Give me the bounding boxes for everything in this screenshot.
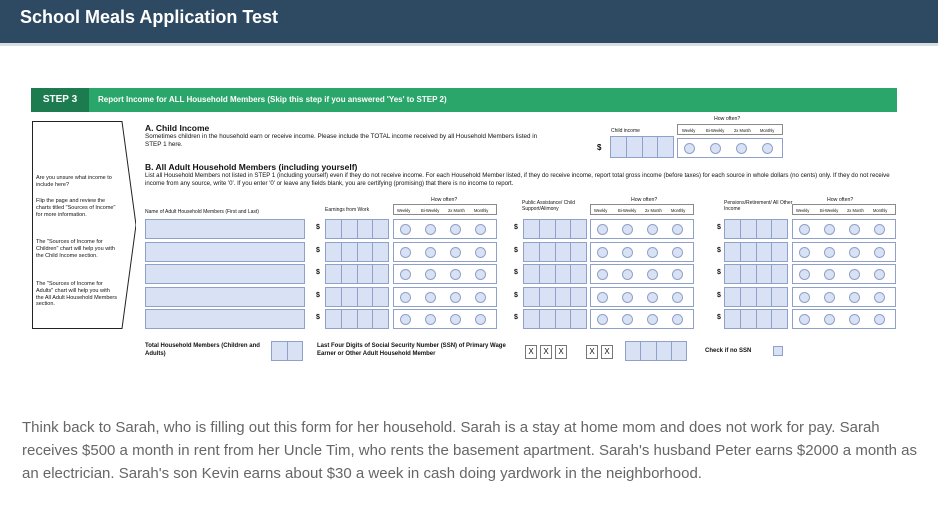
earnings-monthly-radio[interactable]: [475, 247, 486, 258]
pensions-amount-field[interactable]: [724, 264, 788, 284]
earnings-2xmonth-radio[interactable]: [450, 269, 461, 280]
dollar-sign: $: [514, 291, 518, 299]
adult-name-field[interactable]: [145, 287, 305, 307]
earnings-monthly-radio[interactable]: [475, 269, 486, 280]
public-frequency-header: [590, 204, 694, 215]
freq-weekly-label: Weekly: [682, 128, 696, 133]
dollar-sign: $: [514, 314, 518, 321]
freq-weekly-label: Weekly: [594, 208, 608, 213]
public-assistance-frequency-radios: [590, 264, 694, 284]
earnings-amount-field[interactable]: [325, 287, 389, 307]
help-text-2: Flip the page and review the charts titled "Sources of Income" for more information.: [36, 198, 116, 218]
public-assistance-weekly-radio[interactable]: [597, 224, 608, 235]
ssn-label: Last Four Digits of Social Security Number (SSN) of Primary Wage Earner or Other Adult Household Member: [317, 343, 506, 357]
earnings-biweekly-radio[interactable]: [425, 314, 436, 325]
public-assistance-frequency-radios: [590, 309, 694, 329]
freq-weekly-label: Weekly: [397, 208, 411, 213]
child-income-field[interactable]: [610, 136, 674, 158]
earnings-weekly-radio[interactable]: [400, 224, 411, 235]
pensions-amount-field[interactable]: [724, 309, 788, 329]
pensions-frequency-radios: [792, 242, 896, 262]
earnings-biweekly-radio[interactable]: [425, 247, 436, 258]
public-assistance-amount-field[interactable]: [523, 287, 587, 307]
earnings-2xmonth-radio[interactable]: [450, 247, 461, 258]
earnings-frequency-radios: [393, 264, 497, 284]
public-assistance-2xmonth-radio[interactable]: [647, 269, 658, 280]
how-often-label-3: How often?: [827, 197, 854, 203]
ssn-x-box: X: [540, 345, 552, 359]
dollar-sign: $: [316, 269, 320, 276]
earnings-monthly-radio[interactable]: [475, 314, 486, 325]
public-assistance-frequency-radios: [590, 242, 694, 262]
public-assistance-2xmonth-radio[interactable]: [647, 247, 658, 258]
pensions-biweekly-radio[interactable]: [824, 314, 835, 325]
freq-biweekly-label: Bi-Weekly: [820, 208, 839, 213]
public-assistance-header: Public Assistance/ Child Support/Alimony: [522, 200, 576, 212]
dollar-sign: $: [717, 246, 721, 254]
adult-name-field[interactable]: [145, 309, 305, 329]
pensions-weekly-radio[interactable]: [799, 314, 810, 325]
help-text-3: The "Sources of Income for Children" chart will help you with the Child Income section.: [36, 239, 115, 259]
adult-income-title: B. All Adult Household Members (including yourself): [145, 162, 358, 172]
total-members-field[interactable]: [271, 341, 303, 361]
earnings-2xmonth-radio[interactable]: [450, 314, 461, 325]
child-weekly-radio[interactable]: [684, 143, 695, 154]
pensions-weekly-radio[interactable]: [799, 247, 810, 258]
dollar-sign: $: [316, 291, 320, 299]
pensions-amount-field[interactable]: [724, 242, 788, 262]
adult-name-field[interactable]: [145, 242, 305, 262]
earnings-frequency-header: [393, 204, 497, 215]
help-callout: [32, 121, 136, 329]
freq-2xmonth-label: 2x Month: [847, 208, 864, 213]
ssn-last-four-field[interactable]: [625, 341, 687, 361]
public-assistance-2xmonth-radio[interactable]: [647, 224, 658, 235]
page-title: School Meals Application Test: [20, 7, 279, 27]
pensions-monthly-radio[interactable]: [874, 247, 885, 258]
pensions-weekly-radio[interactable]: [799, 292, 810, 303]
dollar-sign: $: [717, 269, 721, 276]
dollar-sign: $: [316, 224, 320, 231]
freq-monthly-label: Monthly: [671, 208, 686, 213]
pensions-monthly-radio[interactable]: [874, 314, 885, 325]
pensions-frequency-header: [792, 204, 896, 215]
public-assistance-biweekly-radio[interactable]: [622, 247, 633, 258]
child-income-title: A. Child Income: [145, 123, 210, 133]
public-assistance-amount-field[interactable]: [523, 309, 587, 329]
freq-biweekly-label: Bi-Weekly: [618, 208, 637, 213]
dollar-sign: $: [717, 224, 721, 231]
earnings-weekly-radio[interactable]: [400, 247, 411, 258]
dollar-sign: $: [597, 143, 602, 152]
public-assistance-monthly-radio[interactable]: [672, 224, 683, 235]
pensions-frequency-radios: [792, 287, 896, 307]
scenario-paragraph: Think back to Sarah, who is filling out this form for her household. Sarah is a stay at home mom and does not work for pay. Sarah receives $500 a month in rent from her Uncle Tim, who rents the basement apartment. Sarah's husband Peter earns $2000 a month as an electrician. Sarah's son Kevin earns about $30 a week in cash doing yardwork in the neighborhood.: [22, 419, 918, 482]
dollar-sign: $: [316, 314, 320, 321]
earnings-2xmonth-radio[interactable]: [450, 292, 461, 303]
earnings-weekly-radio[interactable]: [400, 269, 411, 280]
freq-monthly-label: Monthly: [474, 208, 489, 213]
child-frequency-header: [677, 124, 783, 135]
pensions-weekly-radio[interactable]: [799, 269, 810, 280]
earnings-frequency-radios: [393, 219, 497, 239]
how-often-label-2: How often?: [631, 197, 658, 203]
pensions-biweekly-radio[interactable]: [824, 292, 835, 303]
step-instruction: Report Income for ALL Household Members (Skip this step if you answered 'Yes' to STEP 2): [98, 95, 447, 104]
dollar-sign: $: [717, 291, 721, 299]
public-assistance-biweekly-radio[interactable]: [622, 224, 633, 235]
pensions-biweekly-radio[interactable]: [824, 269, 835, 280]
child-monthly-radio[interactable]: [762, 143, 773, 154]
pensions-monthly-radio[interactable]: [874, 269, 885, 280]
public-assistance-monthly-radio[interactable]: [672, 292, 683, 303]
ssn-x-box: X: [555, 345, 567, 359]
dollar-sign: $: [514, 246, 518, 254]
pensions-frequency-radios: [792, 309, 896, 329]
dollar-sign: $: [316, 246, 320, 254]
no-ssn-label: Check if no SSN: [705, 348, 752, 354]
earnings-amount-field[interactable]: [325, 242, 389, 262]
freq-2xmonth-label: 2x Month: [734, 128, 751, 133]
dollar-sign: $: [717, 314, 721, 321]
ssn-x-box: X: [601, 345, 613, 359]
freq-biweekly-label: Bi-Weekly: [706, 128, 725, 133]
public-assistance-biweekly-radio[interactable]: [622, 314, 633, 325]
earnings-weekly-radio[interactable]: [400, 314, 411, 325]
earnings-monthly-radio[interactable]: [475, 292, 486, 303]
pensions-amount-field[interactable]: [724, 219, 788, 239]
public-assistance-monthly-radio[interactable]: [672, 314, 683, 325]
dollar-sign: $: [514, 224, 518, 231]
public-assistance-amount-field[interactable]: [523, 219, 587, 239]
child-frequency-radios: [677, 138, 783, 158]
earnings-monthly-radio[interactable]: [475, 224, 486, 235]
public-assistance-frequency-radios: [590, 287, 694, 307]
adult-name-field[interactable]: [145, 264, 305, 284]
earnings-amount-field[interactable]: [325, 309, 389, 329]
pensions-2xmonth-radio[interactable]: [849, 269, 860, 280]
earnings-frequency-radios: [393, 309, 497, 329]
help-text-1: Are you unsure what income to include here?: [36, 175, 112, 188]
application-form-image: [31, 88, 897, 373]
public-assistance-biweekly-radio[interactable]: [622, 269, 633, 280]
public-assistance-weekly-radio[interactable]: [597, 314, 608, 325]
public-assistance-2xmonth-radio[interactable]: [647, 292, 658, 303]
public-assistance-frequency-radios: [590, 219, 694, 239]
pensions-monthly-radio[interactable]: [874, 224, 885, 235]
earnings-amount-field[interactable]: [325, 264, 389, 284]
earnings-2xmonth-radio[interactable]: [450, 224, 461, 235]
no-ssn-checkbox[interactable]: [773, 346, 783, 356]
pensions-weekly-radio[interactable]: [799, 224, 810, 235]
pensions-biweekly-radio[interactable]: [824, 247, 835, 258]
name-column-header: Name of Adult Household Members (First and Last): [145, 209, 259, 215]
earnings-frequency-radios: [393, 287, 497, 307]
freq-2xmonth-label: 2x Month: [645, 208, 662, 213]
earnings-biweekly-radio[interactable]: [425, 292, 436, 303]
pensions-2xmonth-radio[interactable]: [849, 247, 860, 258]
child-2xmonth-radio[interactable]: [736, 143, 747, 154]
public-assistance-weekly-radio[interactable]: [597, 292, 608, 303]
earnings-amount-field[interactable]: [325, 219, 389, 239]
public-assistance-amount-field[interactable]: [523, 264, 587, 284]
total-members-label: Total Household Members (Children and Adults): [145, 343, 260, 357]
public-assistance-weekly-radio[interactable]: [597, 269, 608, 280]
public-assistance-monthly-radio[interactable]: [672, 247, 683, 258]
pensions-amount-field[interactable]: [724, 287, 788, 307]
freq-monthly-label: Monthly: [873, 208, 888, 213]
ssn-x-box: X: [525, 345, 537, 359]
earnings-column-header: Earnings from Work: [325, 207, 370, 213]
pensions-frequency-radios: [792, 219, 896, 239]
freq-monthly-label: Monthly: [760, 128, 775, 133]
freq-biweekly-label: Bi-Weekly: [421, 208, 440, 213]
child-income-desc: Sometimes children in the household earn or receive income. Please include the TOTAL income received by all Household Members listed in STEP 1 here.: [145, 133, 538, 148]
public-assistance-weekly-radio[interactable]: [597, 247, 608, 258]
public-assistance-amount-field[interactable]: [523, 242, 587, 262]
earnings-biweekly-radio[interactable]: [425, 224, 436, 235]
freq-2xmonth-label: 2x Month: [448, 208, 465, 213]
ssn-x-box: X: [586, 345, 598, 359]
step-label: STEP 3: [31, 88, 89, 112]
child-income-label: Child income: [611, 128, 640, 134]
help-text-4: The "Sources of Income for Adults" chart will help you with the All Adult Household Members section.: [36, 281, 118, 308]
child-biweekly-radio[interactable]: [710, 143, 721, 154]
freq-weekly-label: Weekly: [796, 208, 810, 213]
how-often-label-1: How often?: [431, 197, 458, 203]
adult-name-field[interactable]: [145, 219, 305, 239]
public-assistance-biweekly-radio[interactable]: [622, 292, 633, 303]
pensions-2xmonth-radio[interactable]: [849, 224, 860, 235]
pensions-frequency-radios: [792, 264, 896, 284]
pensions-header: Pensions/Retirement/ All Other Income: [724, 200, 793, 212]
public-assistance-monthly-radio[interactable]: [672, 269, 683, 280]
pensions-2xmonth-radio[interactable]: [849, 292, 860, 303]
pensions-biweekly-radio[interactable]: [824, 224, 835, 235]
public-assistance-2xmonth-radio[interactable]: [647, 314, 658, 325]
pensions-2xmonth-radio[interactable]: [849, 314, 860, 325]
earnings-biweekly-radio[interactable]: [425, 269, 436, 280]
pensions-monthly-radio[interactable]: [874, 292, 885, 303]
step-bar: [31, 88, 897, 112]
adult-income-desc: List all Household Members not listed in STEP 1 (including yourself) even if they do not receive income. For each Household Member listed, if they do receive income, report total gross income (before taxes) for each source in whole dollars (no cents) only. If they do not receive income from any source, write '0'. If you enter '0' or leave any fields blank, you are certifying (promising) that there is no income to report.: [145, 172, 890, 187]
earnings-weekly-radio[interactable]: [400, 292, 411, 303]
dollar-sign: $: [514, 269, 518, 276]
app-header: [0, 0, 938, 46]
child-how-often-label: How often?: [714, 116, 741, 122]
earnings-frequency-radios: [393, 242, 497, 262]
